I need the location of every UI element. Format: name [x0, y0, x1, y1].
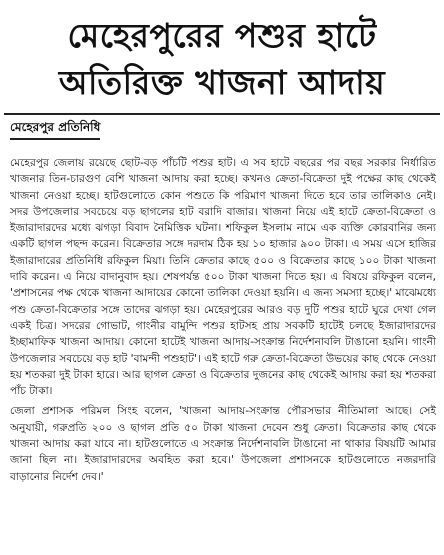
headline: [6, 12, 438, 106]
headline-divider: [4, 113, 440, 115]
article-paragraph-1: মেহেরপুর জেলায় রয়েছে ছোট-বড় পাঁচটি পশুর হাট। এ সব হাটে বছরের পর বছর সরকার নির্ধারিত খাজনার তিন-চারগুণ বেশি খাজনা আদায় করা হচ্ছে। কখনও ক্রেতা-বিক্রেতা দুই পক্ষের কাছ থেকেই খাজনা নেওয়া হচ্ছে। হাটগুলোতে কোন পশুতে কি পরিমাণ খাজনা দিতে হবে তার তালিকাও নেই। সদর উপজেলার সবচেয়ে বড় ছাগলের হাট বরাদি বাজার। খাজনা নিয়ে এই হাটে ক্রেতা-বিক্রেতা ও ইজারাদারদের মধ্যে ঝগড়া বিবাদ নৈমিত্তিক ঘটনা। শফিকুল ইসলাম নামে এক ব্যক্তি কোরবানির জন্য একটি ছাগল পছন্দ করেন। বিক্রেতার সঙ্গে দরদাম ঠিক হয় ১০ হাজার ৯০০ টাকা। এ সময় এসে হাজির ইজারাদারের প্রতিনিধি রফিকুল মিয়া। তিনি ক্রেতার কাছে ৫০০ ও বিক্রেতার কাছে ১০০ টাকা খাজনা দাবি করেন। এ নিয়ে বাদানুবাদ হয়। শেষপর্যন্ত ৫০০ টাকা খাজনা দিতে হয়। এ বিষয়ে রফিকুল বলেন, 'প্রশাসনের পক্ষ থেকে খাজনা আদায়ের কোনো তালিকা দেওয়া হয়নি। এ জন্য সমস্যা হচ্ছে।' মাঝেমধ্যে পশু ক্রেতা-বিক্রেতার সঙ্গে তাদের ঝগড়া হয়। মেহেরপুরের আরও বড় দুটি পশুর হাটে ঘুরে দেখা গেল একই চিত্র। সদরের গোভাট, গাংনীর বামুন্দি পশুর হাটসহ প্রায় সবকটি হাটেই চলছে ইজারাদারদের ইচ্ছামাফিক খাজনা আদায়। কোনো হাটেই খাজনা আদায়-সংক্রান্ত নির্দেশনাবলি টাঙানো হয়নি। গাংনী উপজেলার সবচেয়ে বড় হাট 'বামন্দী পশুহাট'। এই হাটে গরু ক্রেতা-বিক্রেতা উভয়ের কাছ থেকে নেওয়া হয় শতকরা দুই টাকা হারে। আর ছাগল ক্রেতা ও বিক্রেতার দুজনের কাছ থেকেই আদায় করা হয় শতকরা পাঁচ টাকা।: [10, 157, 436, 398]
headline-line-2: অতিরিক্ত খাজনা আদায়: [58, 63, 386, 102]
article-body: [10, 155, 436, 485]
byline: মেহেরপুর প্রতিনিধি: [10, 119, 100, 140]
headline-line-1: মেহেরপুরের পশুর হাটে: [67, 16, 377, 55]
article-paragraph-2: জেলা প্রশাসক পরিমল সিংহ বলেন, 'খাজনা আদায়-সংক্রান্ত পৌরসভার নীতিমালা আছে। সেই অনুযায়ী, গরুপ্রতি ২০০ ও ছাগল প্রতি ৫০ টাকা খাজনা দেবেন শুধু ক্রেতা। বিক্রেতার কাছ থেকে খাজনা আদায় করা যাবে না। হাটগুলোতে এ সংক্রান্ত নির্দেশনাবলি টাঙানো না থাকার বিষয়টি আমার জানা ছিল না। ইজারাদারদের অবহিত করা হবে।' উপজেলা প্রশাসনকে হাটগুলোতে নজরদারি বাড়ানোর নির্দেশ দেব।': [10, 405, 436, 483]
